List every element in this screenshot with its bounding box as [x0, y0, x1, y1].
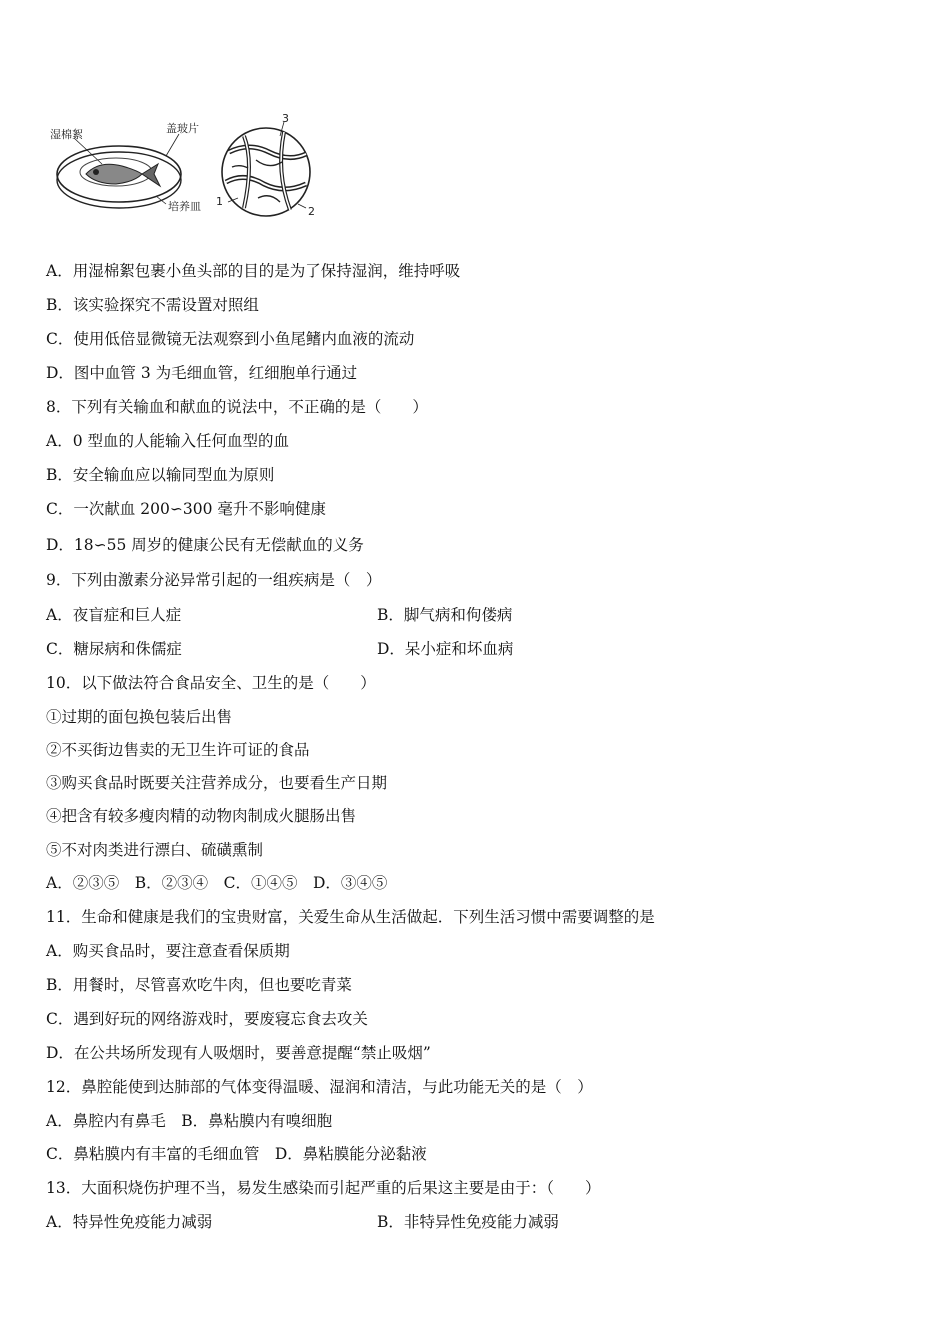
- q9-stem: 9．下列由激素分泌异常引起的一组疾病是（ ）: [46, 571, 382, 589]
- q8-option-c: C．一次献血 200∽300 毫升不影响健康: [46, 500, 326, 518]
- q10-stem: 10．以下做法符合食品安全、卫生的是（ ）: [46, 674, 376, 692]
- q11-option-c: C．遇到好玩的网络游戏时，要废寝忘食去攻关: [46, 1010, 368, 1028]
- q13-option-b: B．非特异性免疫能力减弱: [377, 1213, 559, 1231]
- q8-option-b: B．安全输血应以输同型血为原则: [46, 466, 275, 484]
- q10-item-5: ⑤不对肉类进行漂白、硫磺熏制: [46, 841, 264, 859]
- q9-option-b: B．脚气病和佝偻病: [377, 606, 513, 624]
- q13-option-a: A．特异性免疫能力减弱: [46, 1213, 213, 1231]
- q12-stem: 12．鼻腔能使到达肺部的气体变得温暖、湿润和清洁，与此功能无关的是（ ）: [46, 1078, 593, 1096]
- q12-options-cd: C．鼻粘膜内有丰富的毛细血管 D．鼻粘膜能分泌黏液: [46, 1145, 427, 1163]
- q7-option-d: D．图中血管 3 为毛细血管，红细胞单行通过: [46, 364, 358, 382]
- q10-item-1: ①过期的面包换包装后出售: [46, 708, 233, 726]
- cotton-label: 湿棉絮: [50, 128, 83, 141]
- q7-option-b: B．该实验探究不需设置对照组: [46, 296, 259, 314]
- vessel-label-1: 1: [216, 195, 223, 208]
- q10-options: A．②③⑤ B．②③④ C．①④⑤ D．③④⑤: [46, 874, 388, 892]
- q9-option-d: D．呆小症和坏血病: [377, 640, 514, 658]
- q11-option-a: A．购买食品时，要注意查看保质期: [46, 942, 290, 960]
- coverslip-label: 盖玻片: [166, 122, 199, 135]
- vessel-label-2: 2: [308, 205, 315, 218]
- q12-options-ab: A．鼻腔内有鼻毛 B．鼻粘膜内有嗅细胞: [46, 1112, 333, 1130]
- q8-option-d: D．18∽55 周岁的健康公民有无偿献血的义务: [46, 536, 364, 554]
- q13-stem: 13．大面积烧伤护理不当，易发生感染而引起严重的后果这主要是由于：（ ）: [46, 1179, 601, 1197]
- q10-item-2: ②不买街边售卖的无卫生许可证的食品: [46, 741, 310, 759]
- q9-option-a: A．夜盲症和巨人症: [46, 606, 182, 624]
- q11-option-b: B．用餐时，尽管喜欢吃牛肉，但也要吃青菜: [46, 976, 352, 994]
- q7-option-c: C．使用低倍显微镜无法观察到小鱼尾鳍内血液的流动: [46, 330, 415, 348]
- q10-item-3: ③购买食品时既要关注营养成分，也要看生产日期: [46, 774, 388, 792]
- vessel-label-3: 3: [282, 112, 289, 125]
- experiment-figure: [44, 112, 334, 227]
- q10-item-4: ④把含有较多瘦肉精的动物肉制成火腿肠出售: [46, 807, 357, 825]
- q8-option-a: A．0 型血的人能输入任何血型的血: [46, 432, 289, 450]
- q8-stem: 8．下列有关输血和献血的说法中，不正确的是（ ）: [46, 398, 428, 416]
- q11-stem: 11．生命和健康是我们的宝贵财富，关爱生命从生活做起．下列生活习惯中需要调整的是: [46, 908, 655, 926]
- q7-option-a: A．用湿棉絮包裹小鱼头部的目的是为了保持湿润，维持呼吸: [46, 262, 461, 280]
- fish-tail-observation-diagram: [44, 112, 334, 227]
- petri-dish-label: 培养皿: [168, 200, 201, 213]
- q11-option-d: D．在公共场所发现有人吸烟时，要善意提醒“禁止吸烟”: [46, 1044, 431, 1062]
- q9-option-c: C．糖尿病和侏儒症: [46, 640, 182, 658]
